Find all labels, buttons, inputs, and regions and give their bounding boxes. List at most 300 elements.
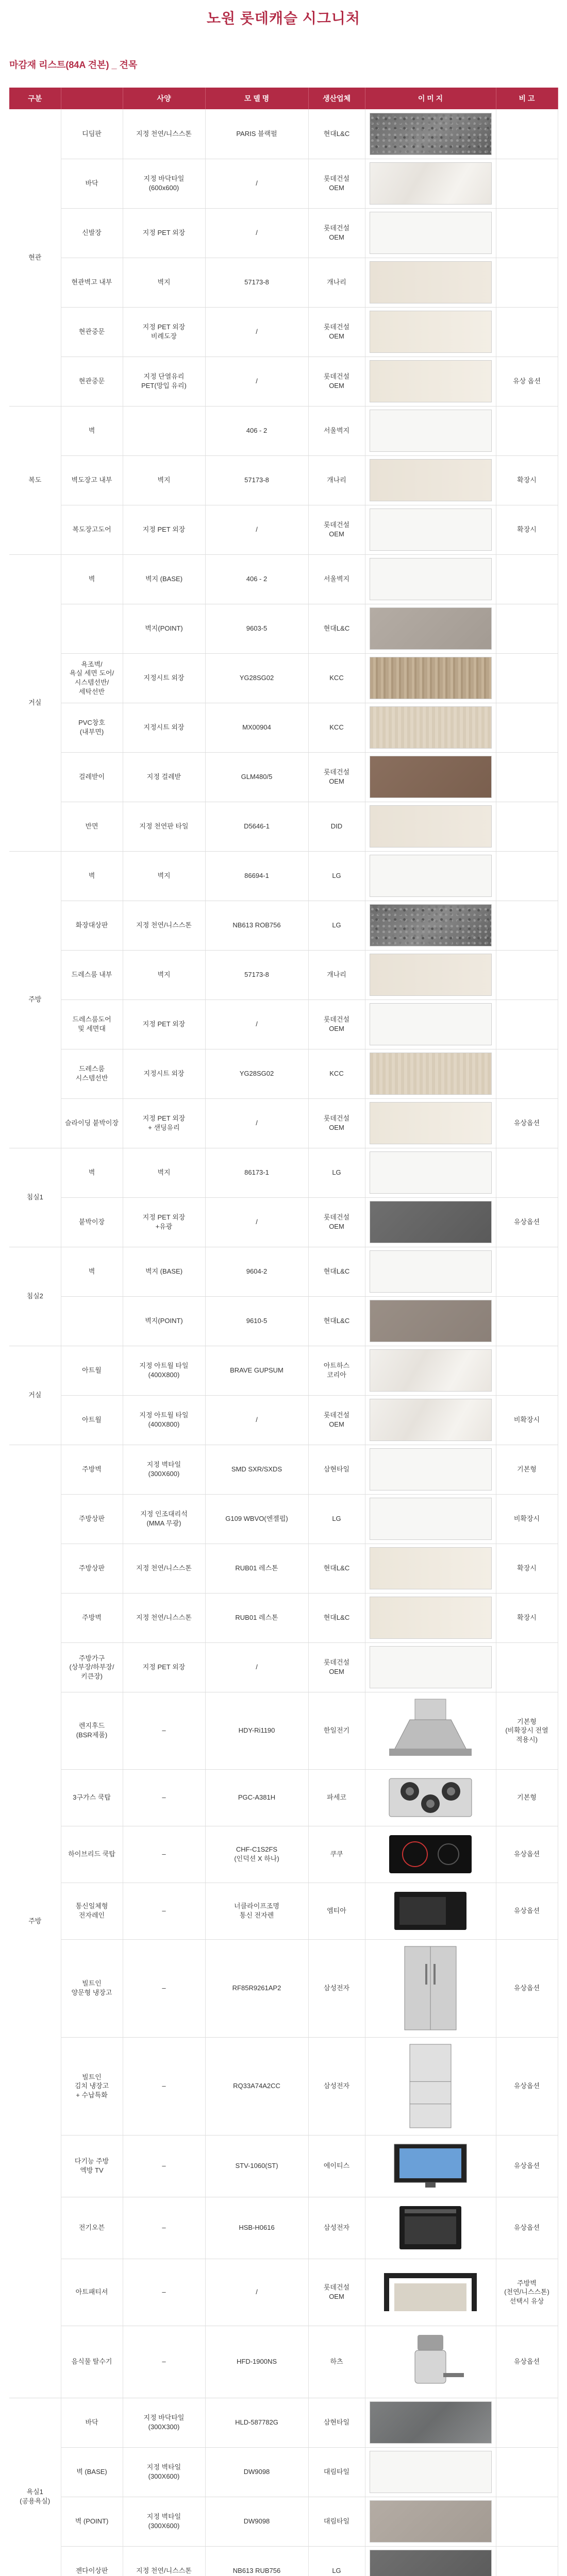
table-row	[9, 653, 558, 703]
spec-cell	[123, 406, 205, 455]
model-cell: NB613 ROB756	[205, 901, 308, 950]
category-cell: 욕실1 (공용욕실)	[9, 2398, 61, 2576]
note-cell	[496, 159, 558, 208]
table-row	[9, 950, 558, 999]
note-cell	[496, 2447, 558, 2497]
spec-cell: –	[123, 1769, 205, 1826]
material-swatch	[370, 1349, 492, 1392]
model-cell: 너클라이프조명 통신 전자렌	[205, 1883, 308, 1939]
maker-cell: KCC	[308, 1049, 365, 1098]
model-cell: /	[205, 307, 308, 357]
maker-cell: 삼현타일	[308, 1445, 365, 1494]
table-row	[9, 851, 558, 901]
image-cell	[365, 1593, 496, 1642]
finish-spec-table	[9, 88, 558, 2576]
table-row	[9, 2497, 558, 2546]
item-cell: 드레스룸도어 및 세면대	[61, 999, 123, 1049]
spec-cell: 지정 천연/니스스톤	[123, 109, 205, 159]
col-header-spec: 사양	[123, 88, 205, 109]
spec-cell: 벽지(POINT)	[123, 604, 205, 653]
spec-cell: 지정시트 외장	[123, 1049, 205, 1098]
maker-cell: 쿠쿠	[308, 1826, 365, 1883]
image-cell	[365, 1939, 496, 2037]
note-cell: 유상옵션	[496, 1197, 558, 1247]
range-hood-illustration	[370, 1696, 492, 1766]
spec-cell: 지정 아트월 타일 (400X800)	[123, 1395, 205, 1445]
kimchi-fridge-illustration	[370, 2041, 492, 2131]
table-row	[9, 1939, 558, 2037]
note-cell	[496, 2497, 558, 2546]
note-cell	[496, 1148, 558, 1197]
image-cell	[365, 2197, 496, 2259]
image-cell	[365, 1197, 496, 1247]
item-cell: 현관벽고 내부	[61, 258, 123, 307]
item-cell: 복도장고도어	[61, 505, 123, 554]
note-cell	[496, 653, 558, 703]
image-cell	[365, 1049, 496, 1098]
note-cell: 유상옵션	[496, 2135, 558, 2197]
material-swatch	[370, 607, 492, 650]
image-cell	[365, 950, 496, 999]
item-cell: PVC창호 (내부면)	[61, 703, 123, 752]
item-cell	[61, 604, 123, 653]
material-swatch	[370, 162, 492, 205]
spec-cell: 지정 천연판 타일	[123, 802, 205, 851]
spec-cell: 벽지	[123, 258, 205, 307]
note-cell: 유상옵션	[496, 1883, 558, 1939]
note-cell	[496, 406, 558, 455]
note-cell	[496, 1247, 558, 1296]
category-cell: 복도	[9, 406, 61, 554]
item-cell: 하이브리드 쿡탑	[61, 1826, 123, 1883]
maker-cell: 롯데건설 OEM	[308, 357, 365, 406]
spec-cell: 지정 PET 외장 비례도장	[123, 307, 205, 357]
maker-cell: 서울벽지	[308, 554, 365, 604]
note-cell	[496, 1346, 558, 1395]
maker-cell: 개나리	[308, 258, 365, 307]
model-cell: HSB-H0616	[205, 2197, 308, 2259]
image-cell	[365, 2037, 496, 2135]
model-cell: /	[205, 505, 308, 554]
table-row	[9, 752, 558, 802]
maker-cell: DID	[308, 802, 365, 851]
note-cell: 유상 옵션	[496, 357, 558, 406]
model-cell: 57173-8	[205, 950, 308, 999]
maker-cell: 한일전기	[308, 1692, 365, 1769]
col-header-model: 모 델 명	[205, 88, 308, 109]
item-cell: 음식물 탈수기	[61, 2326, 123, 2398]
item-cell: 다기능 주방 엑방 TV	[61, 2135, 123, 2197]
material-swatch	[370, 113, 492, 155]
item-cell: 주방상판	[61, 1494, 123, 1544]
model-cell: 406 - 2	[205, 554, 308, 604]
material-swatch	[370, 756, 492, 798]
model-cell: /	[205, 1197, 308, 1247]
table-row	[9, 901, 558, 950]
image-cell	[365, 1395, 496, 1445]
maker-cell: 롯데건설 OEM	[308, 1395, 365, 1445]
item-cell: 렌지후드 (BSR제품)	[61, 1692, 123, 1769]
spec-cell: 지정 PET 외장	[123, 505, 205, 554]
model-cell: RUB01 레스톤	[205, 1544, 308, 1593]
material-swatch	[370, 1003, 492, 1045]
maker-cell: LG	[308, 1148, 365, 1197]
table-row	[9, 2135, 558, 2197]
maker-cell: 현대L&C	[308, 1593, 365, 1642]
model-cell: HLD-587782G	[205, 2398, 308, 2447]
spec-cell: 벽지 (BASE)	[123, 554, 205, 604]
note-cell	[496, 802, 558, 851]
item-cell: 슬라이딩 붙박이장	[61, 1098, 123, 1148]
spec-cell: 지정 PET 외장	[123, 1642, 205, 1692]
category-cell: 침실1	[9, 1148, 61, 1247]
note-cell	[496, 2546, 558, 2576]
table-row	[9, 703, 558, 752]
maker-cell: 롯데건설 OEM	[308, 208, 365, 258]
note-cell: 유상옵션	[496, 2326, 558, 2398]
item-cell: 드레스룸 내부	[61, 950, 123, 999]
note-cell: 비확장시	[496, 1395, 558, 1445]
model-cell: 86694-1	[205, 851, 308, 901]
note-cell: 기본형 (비확장시 전열 적용시)	[496, 1692, 558, 1769]
maker-cell: 개나리	[308, 455, 365, 505]
item-cell: 주방벽	[61, 1593, 123, 1642]
spec-cell: 벽지	[123, 950, 205, 999]
table-row	[9, 999, 558, 1049]
item-cell: 벽	[61, 851, 123, 901]
model-cell: /	[205, 1098, 308, 1148]
image-cell	[365, 1148, 496, 1197]
note-cell	[496, 1296, 558, 1346]
note-cell	[496, 258, 558, 307]
maker-cell: LG	[308, 2546, 365, 2576]
category-cell: 거실	[9, 1346, 61, 1445]
table-row	[9, 554, 558, 604]
material-swatch	[370, 311, 492, 353]
image-cell	[365, 2447, 496, 2497]
model-cell: 9610-5	[205, 1296, 308, 1346]
item-cell: 욕조벽/ 욕실 세면 도어/ 시스템선반/ 세탁선반	[61, 653, 123, 703]
maker-cell: 삼성전자	[308, 2197, 365, 2259]
table-row	[9, 406, 558, 455]
maker-cell: 롯데건설 OEM	[308, 505, 365, 554]
maker-cell: 개나리	[308, 950, 365, 999]
model-cell: DW9098	[205, 2447, 308, 2497]
image-cell	[365, 1883, 496, 1939]
image-cell	[365, 307, 496, 357]
spec-cell: 지정 벽타일 (300X600)	[123, 2447, 205, 2497]
material-swatch	[370, 2550, 492, 2576]
model-cell: D5646-1	[205, 802, 308, 851]
note-cell	[496, 1049, 558, 1098]
spec-cell: 벽지(POINT)	[123, 1296, 205, 1346]
table-row	[9, 2197, 558, 2259]
spec-cell: –	[123, 2197, 205, 2259]
table-row	[9, 1769, 558, 1826]
material-swatch	[370, 1102, 492, 1144]
material-swatch	[370, 509, 492, 551]
table-row	[9, 1049, 558, 1098]
maker-cell: 롯데건설 OEM	[308, 999, 365, 1049]
material-swatch	[370, 360, 492, 402]
image-cell	[365, 802, 496, 851]
model-cell: RF85R9261AP2	[205, 1939, 308, 2037]
maker-cell: KCC	[308, 653, 365, 703]
table-row	[9, 455, 558, 505]
item-cell	[61, 1296, 123, 1346]
spec-cell: 벽지	[123, 851, 205, 901]
maker-cell: 롯데건설 OEM	[308, 159, 365, 208]
note-cell	[496, 950, 558, 999]
model-cell: /	[205, 1395, 308, 1445]
material-swatch	[370, 1448, 492, 1490]
material-swatch	[370, 1547, 492, 1589]
table-row	[9, 109, 558, 159]
spec-cell: 지정시트 외장	[123, 653, 205, 703]
spec-cell: 지정 인조대리석 (MMA 무광)	[123, 1494, 205, 1544]
category-cell: 침실2	[9, 1247, 61, 1346]
model-cell: GLM480/5	[205, 752, 308, 802]
maker-cell: 삼현타일	[308, 2398, 365, 2447]
table-row	[9, 1494, 558, 1544]
table-row	[9, 1346, 558, 1395]
spec-cell: 지정 PET 외장 + 샌딩유리	[123, 1098, 205, 1148]
maker-cell: 현대L&C	[308, 109, 365, 159]
model-cell: /	[205, 2259, 308, 2326]
image-cell	[365, 208, 496, 258]
material-swatch	[370, 2401, 492, 2444]
note-cell: 유상옵션	[496, 1939, 558, 2037]
model-cell: 9604-2	[205, 1247, 308, 1296]
note-cell: 유상옵션	[496, 2037, 558, 2135]
note-cell	[496, 307, 558, 357]
spec-cell: 지정 바닥타일 (300X300)	[123, 2398, 205, 2447]
maker-cell: 롯데건설 OEM	[308, 307, 365, 357]
item-cell: 빌트인 김치 냉장고 + 수납특화	[61, 2037, 123, 2135]
refrigerator-illustration	[370, 1943, 492, 2033]
maker-cell: 롯데건설 OEM	[308, 752, 365, 802]
item-cell: 주방상판	[61, 1544, 123, 1593]
spec-cell: 지정 천연/니스스톤	[123, 901, 205, 950]
table-row	[9, 1395, 558, 1445]
item-cell: 벽	[61, 406, 123, 455]
table-row	[9, 1445, 558, 1494]
table-row	[9, 604, 558, 653]
item-cell: 아트월	[61, 1395, 123, 1445]
maker-cell: LG	[308, 901, 365, 950]
image-cell	[365, 109, 496, 159]
maker-cell: KCC	[308, 703, 365, 752]
spec-cell: –	[123, 1692, 205, 1769]
table-row	[9, 159, 558, 208]
image-cell	[365, 1346, 496, 1395]
note-cell	[496, 2398, 558, 2447]
maker-cell: 롯데건설 OEM	[308, 1642, 365, 1692]
item-cell: 주방벽	[61, 1445, 123, 1494]
maker-cell: 현대L&C	[308, 604, 365, 653]
item-cell: 벽 (BASE)	[61, 2447, 123, 2497]
note-cell: 비확장시	[496, 1494, 558, 1544]
model-cell: SMD SXR/SXDS	[205, 1445, 308, 1494]
note-cell: 기본형	[496, 1769, 558, 1826]
image-cell	[365, 1445, 496, 1494]
col-header-note: 비 고	[496, 88, 558, 109]
maker-cell: 롯데건설 OEM	[308, 2259, 365, 2326]
image-cell	[365, 406, 496, 455]
spec-cell: 지정 천연/니스스톤	[123, 1593, 205, 1642]
table-row	[9, 1642, 558, 1692]
maker-cell: 에이티스	[308, 2135, 365, 2197]
item-cell: 벽도장고 내부	[61, 455, 123, 505]
table-body	[9, 109, 558, 2576]
material-swatch	[370, 558, 492, 600]
note-cell	[496, 703, 558, 752]
spec-cell: 지정 바닥타일 (600x600)	[123, 159, 205, 208]
model-cell: YG28SG02	[205, 653, 308, 703]
microwave-illustration	[370, 1886, 492, 1936]
note-cell	[496, 109, 558, 159]
item-cell: 벽	[61, 1247, 123, 1296]
food-dehydrator-illustration	[370, 2329, 492, 2394]
item-cell: 디딤판	[61, 109, 123, 159]
table-row	[9, 1826, 558, 1883]
material-swatch	[370, 1498, 492, 1540]
maker-cell: 롯데건설 OEM	[308, 1197, 365, 1247]
item-cell: 현관중문	[61, 307, 123, 357]
item-cell: 3구가스 쿡탑	[61, 1769, 123, 1826]
image-cell	[365, 752, 496, 802]
model-cell: RQ33A74A2CC	[205, 2037, 308, 2135]
material-swatch	[370, 657, 492, 699]
category-cell: 현관	[9, 109, 61, 406]
material-swatch	[370, 805, 492, 848]
image-cell	[365, 1247, 496, 1296]
item-cell: 화장대상판	[61, 901, 123, 950]
spec-cell: –	[123, 2037, 205, 2135]
spec-cell: 지정시트 외장	[123, 703, 205, 752]
table-row	[9, 1197, 558, 1247]
note-cell: 기본형	[496, 1445, 558, 1494]
item-cell: 아트패티셔	[61, 2259, 123, 2326]
image-cell	[365, 2497, 496, 2546]
spec-cell: –	[123, 2326, 205, 2398]
category-cell: 주방	[9, 851, 61, 1148]
spec-cell: –	[123, 1826, 205, 1883]
induction-cooktop-illustration	[370, 1829, 492, 1879]
gas-cooktop-illustration	[370, 1773, 492, 1822]
spec-cell: 지정 PET 외장	[123, 208, 205, 258]
model-cell: PGC-A381H	[205, 1769, 308, 1826]
image-cell	[365, 999, 496, 1049]
material-swatch	[370, 212, 492, 254]
spec-cell: 벽지	[123, 455, 205, 505]
spec-cell: –	[123, 2259, 205, 2326]
image-cell	[365, 2326, 496, 2398]
spec-cell: 지정 천연/니스스톤	[123, 2546, 205, 2576]
material-swatch	[370, 954, 492, 996]
item-cell: 반면	[61, 802, 123, 851]
table-row	[9, 307, 558, 357]
note-cell: 확장시	[496, 505, 558, 554]
material-swatch	[370, 1646, 492, 1688]
maker-cell: 삼성전자	[308, 2037, 365, 2135]
note-cell: 확장시	[496, 1593, 558, 1642]
table-row	[9, 2259, 558, 2326]
material-swatch	[370, 2451, 492, 2493]
image-cell	[365, 703, 496, 752]
image-cell	[365, 258, 496, 307]
table-row	[9, 2398, 558, 2447]
table-row	[9, 357, 558, 406]
model-cell: /	[205, 999, 308, 1049]
model-cell: G109 WBVO(엔젤펍)	[205, 1494, 308, 1544]
model-cell: YG28SG02	[205, 1049, 308, 1098]
maker-cell: 대림타일	[308, 2447, 365, 2497]
image-cell	[365, 1642, 496, 1692]
item-cell: 신발장	[61, 208, 123, 258]
shelf-frame-illustration	[370, 2262, 492, 2322]
image-cell	[365, 1494, 496, 1544]
material-swatch	[370, 410, 492, 452]
table-row	[9, 258, 558, 307]
image-cell	[365, 1692, 496, 1769]
item-cell: 걸레받이	[61, 752, 123, 802]
maker-cell: LG	[308, 851, 365, 901]
spec-cell: 벽지	[123, 1148, 205, 1197]
note-cell	[496, 752, 558, 802]
note-cell: 유상옵션	[496, 1826, 558, 1883]
model-cell: RUB01 레스톤	[205, 1593, 308, 1642]
material-swatch	[370, 261, 492, 303]
maker-cell: 하츠	[308, 2326, 365, 2398]
note-cell: 유상옵션	[496, 2197, 558, 2259]
maker-cell: 현대L&C	[308, 1296, 365, 1346]
image-cell	[365, 604, 496, 653]
table-row	[9, 1692, 558, 1769]
model-cell: MX00904	[205, 703, 308, 752]
model-cell: HFD-1900NS	[205, 2326, 308, 2398]
image-cell	[365, 159, 496, 208]
item-cell: 주방가구 (상부장/하부장/ 키큰장)	[61, 1642, 123, 1692]
page-title: 노원 롯데캐슬 시그니처	[206, 10, 361, 26]
maker-cell: 대림타일	[308, 2497, 365, 2546]
spec-cell: –	[123, 1883, 205, 1939]
item-cell: 벽	[61, 554, 123, 604]
item-cell: 바닥	[61, 2398, 123, 2447]
col-header-item	[61, 88, 123, 109]
image-cell	[365, 1826, 496, 1883]
table-row	[9, 1296, 558, 1346]
table-row	[9, 2037, 558, 2135]
model-cell: /	[205, 1642, 308, 1692]
table-row	[9, 2447, 558, 2497]
material-swatch	[370, 1201, 492, 1243]
category-cell: 거실	[9, 554, 61, 851]
table-row	[9, 802, 558, 851]
note-cell	[496, 851, 558, 901]
spec-cell: 지정 벽타일 (300X600)	[123, 2497, 205, 2546]
col-header-image: 이 미 지	[365, 88, 496, 109]
material-swatch	[370, 904, 492, 946]
maker-cell: 현대L&C	[308, 1247, 365, 1296]
image-cell	[365, 505, 496, 554]
note-cell	[496, 208, 558, 258]
model-cell: 57173-8	[205, 455, 308, 505]
image-cell	[365, 2546, 496, 2576]
table-row	[9, 1098, 558, 1148]
model-cell: /	[205, 208, 308, 258]
image-cell	[365, 901, 496, 950]
